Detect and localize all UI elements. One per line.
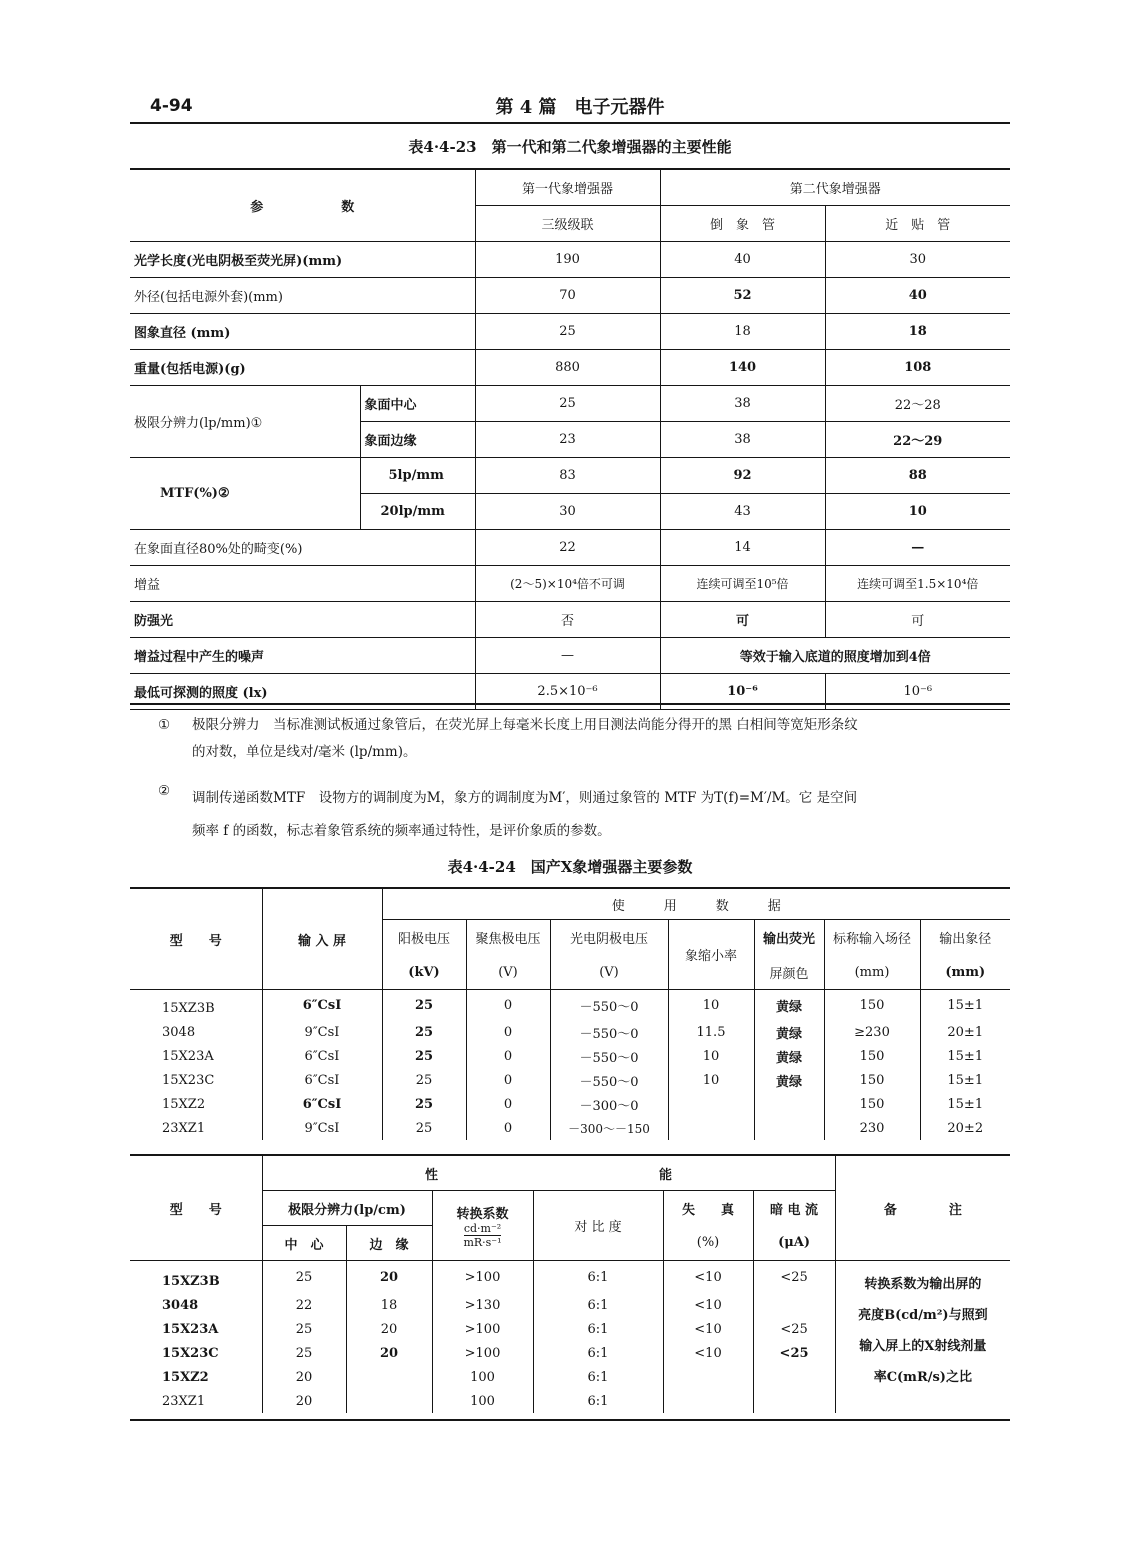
footnote-1-line1: 极限分辨力 当标准测试板通过象管后，在荧光屏上每毫米长度上用目测法尚能分得开的黑 白相间等宽矩形条纹 <box>192 717 858 733</box>
table-row: 15XZ3B 25 20 >100 6:1 <10 <25 转换系数为输出屏的 亮度B(cd/m²)与照到 输入屏上的X射线剂量 率C(mR/s)之比 <box>130 1261 1010 1293</box>
col-input-header: 输 入 屏 <box>262 889 382 990</box>
t3-col-res-header: 极限分辨力(lp/cm) <box>262 1191 432 1226</box>
table-row: 15X23A 25 20 >100 6:1 <10 <25 <box>130 1317 1010 1341</box>
col-field-header: 标称输入场径 <box>824 920 920 956</box>
t3-col-perf-header: 性 能 <box>262 1156 835 1191</box>
table-row: 15X23C 6″CsI 25 0 －550～0 10 黄绿 150 15±1 <box>130 1068 1010 1092</box>
table-row: 23XZ1 9″CsI 25 0 －300～－150 230 20±2 <box>130 1116 1010 1140</box>
t3-col-contrast-header: 对 比 度 <box>533 1191 663 1261</box>
col-focus-header: 聚焦极电压 <box>466 920 550 956</box>
t3-col-model-header: 型 号 <box>130 1156 262 1261</box>
t3-col-dist-unit: (%) <box>663 1226 753 1261</box>
table-row: 象面边缘 23 38 22～29 <box>130 422 1010 458</box>
table-row: 3048 9″CsI 25 0 －550～0 11.5 黄绿 ≥230 20±1 <box>130 1020 1010 1044</box>
col-out-unit: (mm) <box>945 964 986 980</box>
table-row: MTF(%)② 5lp/mm 83 92 88 <box>130 458 1010 494</box>
table-row: 最低可探测的照度 (lx) 2.5×10⁻⁶ 10⁻⁶ 10⁻⁶ <box>130 674 1010 710</box>
col-focus-unit: (V) <box>466 955 550 990</box>
col-gen1-sub: 三级级联 <box>475 206 660 242</box>
page-number: 4-94 <box>150 96 193 116</box>
table1-bottom-rule <box>130 703 1010 705</box>
col-gen2-sub-b: 近 贴 管 <box>825 206 1010 242</box>
t3-col-dark-unit: (μA) <box>778 1235 810 1251</box>
col-mag-header: 象缩小率 <box>668 920 754 990</box>
col-field-unit: (mm) <box>824 955 920 990</box>
header-rule <box>130 122 1010 124</box>
table-row: 15X23C 25 20 >100 6:1 <10 <25 <box>130 1341 1010 1365</box>
t3-col-conv-header: 转换系数 cd·m⁻² mR·s⁻¹ <box>432 1191 533 1261</box>
table-row: 光学长度(光电阴极至荧光屏)(mm) 190 40 30 <box>130 242 1010 278</box>
t3-col-dist-header: 失 真 <box>663 1191 753 1226</box>
footnote-1-mark: ① <box>158 717 171 733</box>
t3-remark: 转换系数为输出屏的 亮度B(cd/m²)与照到 输入屏上的X射线剂量 率C(mR/s)之比 <box>835 1261 1010 1413</box>
table-row: 20lp/mm 30 43 10 <box>130 494 1010 530</box>
col-color-unit: 屏颜色 <box>754 955 824 990</box>
table3 <box>130 1156 1010 1413</box>
table-row: 外径(包括电源外套)(mm) 70 52 40 <box>130 278 1010 314</box>
table-row: 重量(包括电源)(g) 880 140 108 <box>130 350 1010 386</box>
col-gen2-sub-a: 倒 象 管 <box>660 206 825 242</box>
t3-col-center-header: 中 心 <box>262 1226 346 1261</box>
col-cathode-header: 光电阴极电压 <box>550 920 668 956</box>
table-row: 极限分辨力(lp/mm)① 象面中心 25 38 22～28 <box>130 386 1010 422</box>
table-row: 15XZ3B 6″CsI 25 0 －550～0 10 黄绿 150 15±1 <box>130 990 1010 1020</box>
col-gen1-header: 第一代象增强器 <box>475 170 660 206</box>
section-title: 第 4 篇 电子元器件 <box>495 97 665 118</box>
table-row: 23XZ1 20 100 6:1 <box>130 1389 1010 1413</box>
t3-col-remark-header: 备 注 <box>835 1156 1010 1261</box>
col-usage-header: 使 用 数 据 <box>382 889 1010 920</box>
table1-caption: 表4·4-23 第一代和第二代象增强器的主要性能 <box>408 138 732 156</box>
footnote-2 <box>160 778 1010 845</box>
table2 <box>130 889 1010 1140</box>
table-row: 15X23A 6″CsI 25 0 －550～0 10 黄绿 150 15±1 <box>130 1044 1010 1068</box>
table3-bottom-rule <box>130 1419 1010 1421</box>
table-row: 增益 (2～5)×10⁴倍不可调 连续可调至10⁵倍 连续可调至1.5×10⁴倍 <box>130 566 1010 602</box>
table-row: 图象直径 (mm) 25 18 18 <box>130 314 1010 350</box>
t3-col-dark-header: 暗 电 流 <box>770 1202 819 1218</box>
col-anode-unit: (kV) <box>382 955 466 990</box>
footnote-2-line1: 调制传递函数MTF 设物方的调制度为M，象方的调制度为M′，则通过象管的 MTF 为T(f)=M′/M。它 是空间 <box>192 790 858 806</box>
footnotes <box>160 712 1010 845</box>
table1 <box>130 170 1010 710</box>
table2-caption: 表4·4-24 国产X象增强器主要参数 <box>447 858 693 876</box>
footnote-2-line2: 频率 f 的函数，标志着象管系统的频率通过特性，是评价象质的参数。 <box>192 823 611 839</box>
col-anode-header: 阳极电压 <box>382 920 466 956</box>
table-row: 15XZ2 6″CsI 25 0 －300～0 150 15±1 <box>130 1092 1010 1116</box>
col-color-header: 输出荧光 <box>754 920 824 956</box>
col-param-header: 参 数 <box>130 170 475 242</box>
table-row: 增益过程中产生的噪声 — 等效于输入底道的照度增加到4倍 <box>130 638 1010 674</box>
col-gen2-header: 第二代象增强器 <box>660 170 1010 206</box>
table-row: 在象面直径80%处的畸变(%) 22 14 — <box>130 530 1010 566</box>
t3-col-edge-header: 边 缘 <box>346 1226 432 1261</box>
table-row: 3048 22 18 >130 6:1 <10 <box>130 1293 1010 1317</box>
col-cathode-unit: (V) <box>550 955 668 990</box>
col-out-header: 输出象径 <box>939 932 992 947</box>
table-row: 防强光 否 可 可 <box>130 602 1010 638</box>
footnote-1 <box>160 712 1010 766</box>
footnote-2-mark: ② <box>158 783 171 799</box>
footnote-1-line2: 的对数，单位是线对/毫米 (lp/mm)。 <box>192 744 417 760</box>
table-row: 15XZ2 20 100 6:1 <box>130 1365 1010 1389</box>
col-model-header: 型 号 <box>130 889 262 990</box>
